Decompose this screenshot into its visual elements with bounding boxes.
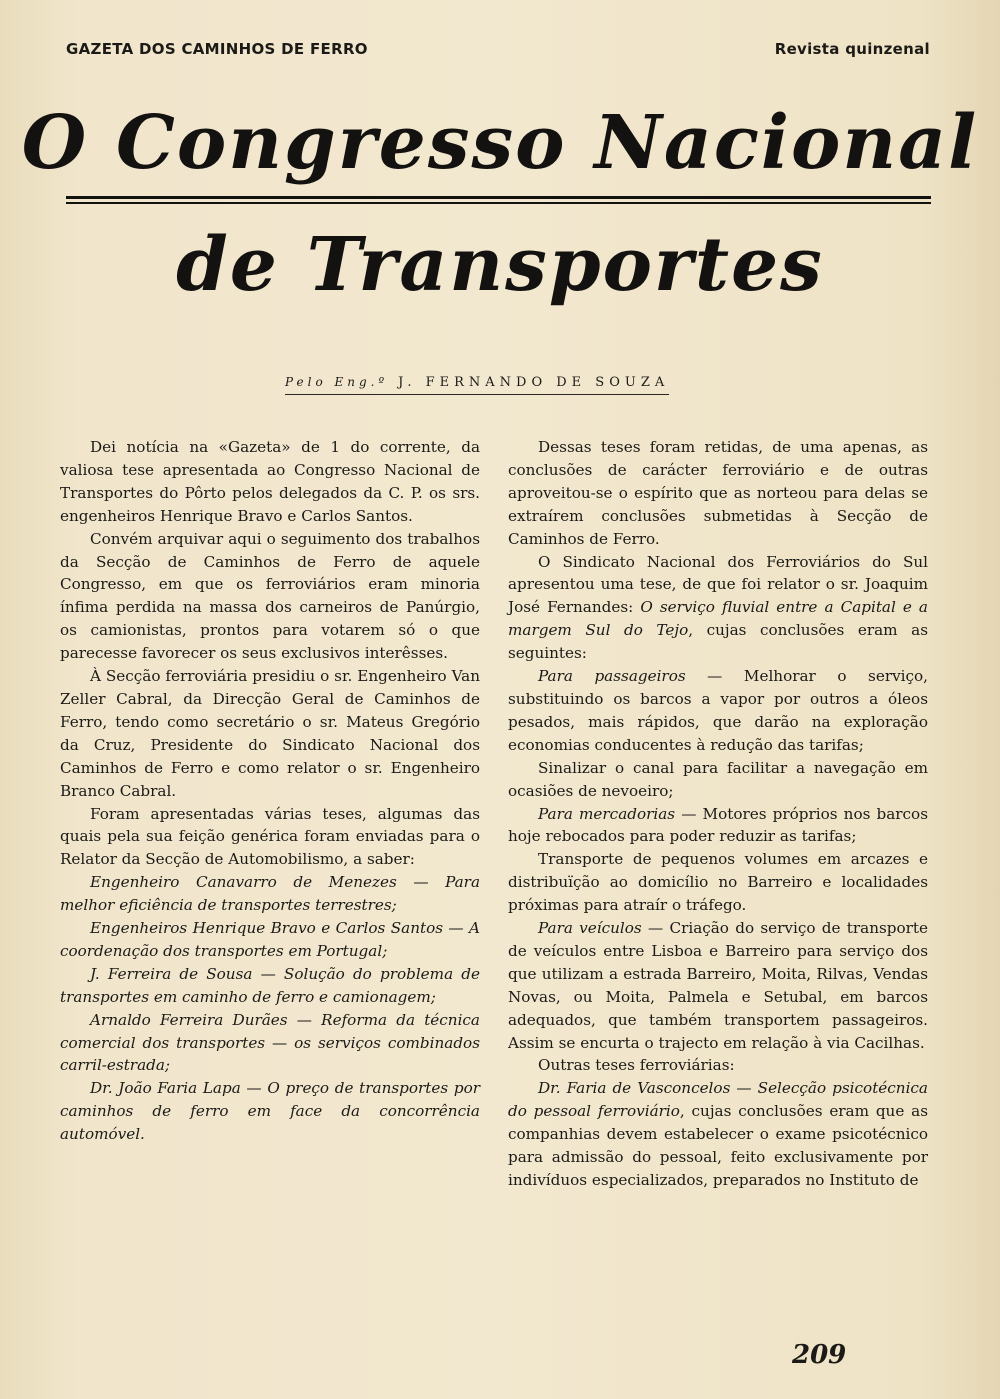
right-column [508, 436, 928, 1192]
paragraph: Dessas teses foram retidas, de uma apenas, as conclusões de carácter ferroviário e de outras aproveitou-se o espírito que as norteou para delas se extraírem conclusões submetidas à Secção de Caminhos de Ferro. [508, 438, 928, 548]
page-number: 209 [792, 1340, 847, 1370]
conclusion-heading: Para mercadorias [538, 804, 676, 823]
running-header-title: GAZETA DOS CAMINHOS DE FERRO [66, 40, 368, 58]
text-run: , cujas conclusões eram que as companhias devem estabelecer o exame psicotécnico para admissão do pessoal, feito exclusivamente por indivíduos especializados, preparados no Instituto de [508, 1102, 928, 1189]
paragraph: Dei notícia na «Gazeta» de 1 do corrente, da valiosa tese apresentada ao Congresso Nacional de Transportes do Pôrto pelos delegados da C. P. os srs. engenheiros Henrique Bravo e Carlos Santos. [60, 438, 480, 525]
left-column [60, 436, 480, 1146]
byline [285, 375, 669, 395]
thesis-title: O serviço fluvial entre a Capital e a margem Sul do Tejo [508, 598, 928, 640]
article-title-line-2: de Transportes [176, 222, 824, 308]
thesis-title: Dr. Faria de Vasconcelos — Selecção psicotécnica do pessoal ferroviário [508, 1079, 928, 1121]
text-run: O Sindicato Nacional dos Ferroviários do Sul apresentou uma tese, de que foi relator o sr. Joaquim José Fernandes: [508, 552, 928, 617]
paragraph: Sinalizar o canal para facilitar a navegação em ocasiões de nevoeiro; [508, 758, 928, 800]
thesis-item: J. Ferreira de Sousa — Solução do problema de transportes em caminho de ferro e camionagem; [60, 964, 480, 1006]
conclusion-heading: Para veículos [538, 919, 642, 938]
paragraph [508, 551, 928, 666]
thesis-item: Engenheiros Henrique Bravo e Carlos Santos — A coordenação dos transportes em Portugal; [60, 919, 480, 960]
byline-prefix: Pelo Eng.º [285, 375, 389, 389]
thesis-item: Dr. João Faria Lapa — O preço de transportes por caminhos de ferro em face da concorrência automóvel. [60, 1079, 480, 1144]
paragraph: Convém arquivar aqui o seguimento dos trabalhos da Secção de Caminhos de Ferro de aquele Congresso, em que os ferroviários eram minoria ínfima perdida na massa dos carneiros de Panúrgio, os camionistas, prontos para votarem só o que parecesse favorecer os seus exclusivos interêsses. [60, 529, 480, 663]
conclusion-heading: Para passageiros [538, 667, 686, 686]
paragraph [508, 665, 928, 757]
paragraph [508, 917, 928, 1054]
text-run: — Motores próprios nos barcos hoje rebocados para poder reduzir as tarifas; [508, 804, 928, 846]
paragraph: Foram apresentadas várias teses, algumas das quais pela sua feição genérica foram enviadas para o Relator da Secção de Automobilismo, a saber: [60, 804, 480, 869]
paragraph [508, 1077, 928, 1192]
paragraph: Transporte de pequenos volumes em arcazes e distribuïção ao domicílio no Barreiro e localidades próximas para atraír o tráfego. [508, 850, 928, 915]
text-run: , cujas conclusões eram as seguintes: [508, 621, 928, 663]
article-title-line-1: O Congresso Nacional [21, 100, 979, 186]
paragraph [508, 803, 928, 849]
text-run: — Melhorar o serviço, substituindo os barcos a vapor por outros a óleos pesados, mais rápidos, que darão na exploração economias conducentes à redução das tarifas; [508, 667, 928, 754]
thesis-item: Engenheiro Canavarro de Menezes — Para melhor eficiência de transportes terrestres; [60, 873, 480, 915]
thesis-item: Arnaldo Ferreira Durães — Reforma da técnica comercial dos transportes — os serviços combinados carril-estrada; [60, 1010, 480, 1075]
paragraph: Outras teses ferroviárias: [538, 1056, 735, 1075]
running-header-subtitle: Revista quinzenal [774, 40, 930, 58]
text-run: — Criação do serviço de transporte de veículos entre Lisboa e Barreiro para serviço dos que utilizam a estrada Barreiro, Moita, Rilvas, Vendas Novas, ou Moita, Palmela e Setubal, em barcos adequados, que também transportem passageiros. Assim se encurta o trajecto em relação à via Cacilhas. [508, 919, 928, 1052]
title-rule-thin [66, 202, 931, 204]
title-rule-thick [66, 196, 931, 199]
paragraph: À Secção ferroviária presidiu o sr. Engenheiro Van Zeller Cabral, da Direcção Geral de Caminhos de Ferro, tendo como secretário o sr. Mateus Gregório da Cruz, Presidente do Sindicato Nacional dos Caminhos de Ferro e como relator o sr. Engenheiro Branco Cabral. [60, 667, 480, 800]
byline-author: J. FERNANDO DE SOUZA [398, 375, 670, 390]
